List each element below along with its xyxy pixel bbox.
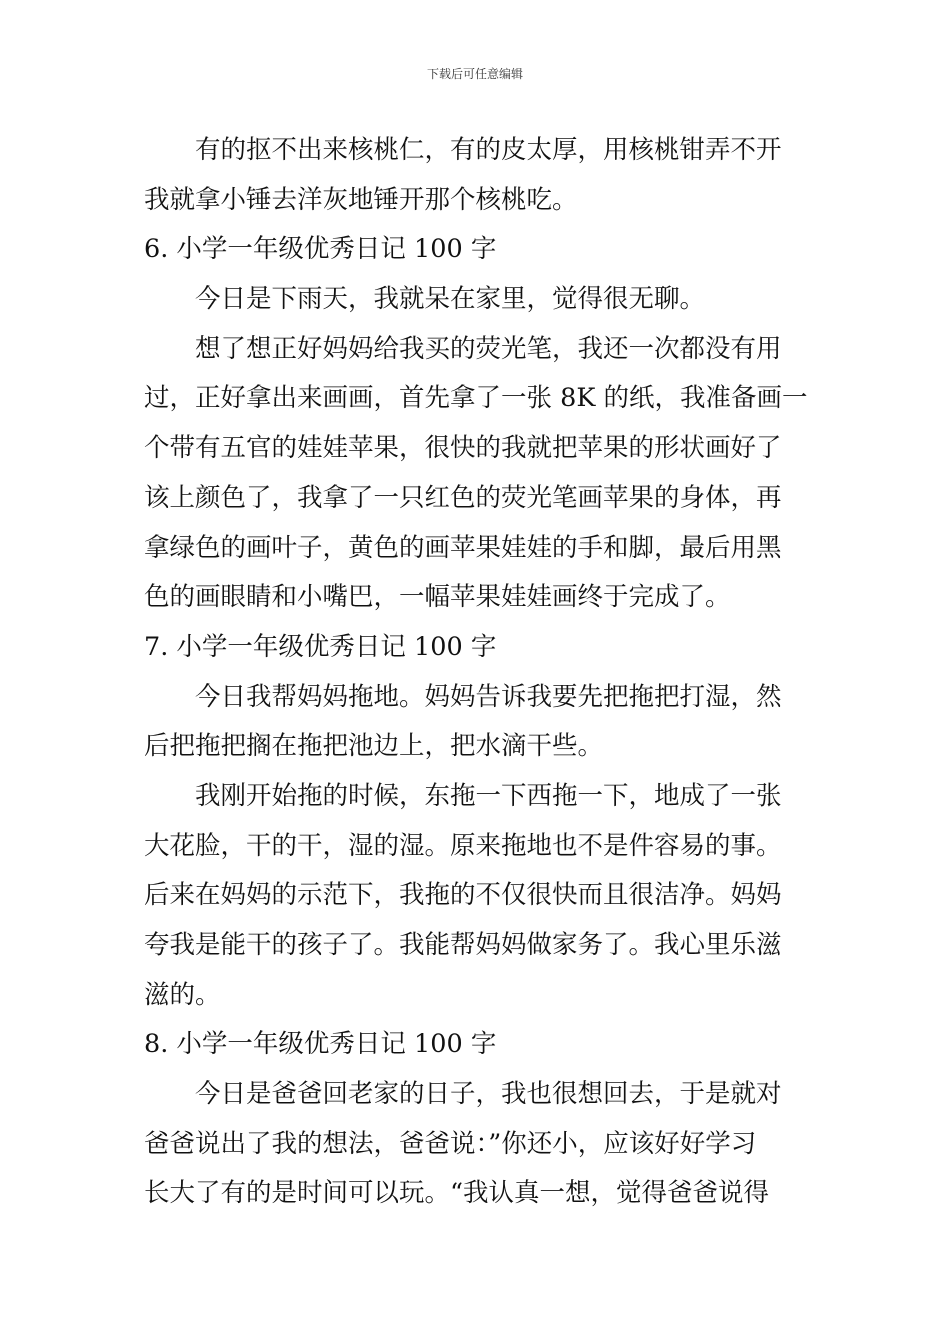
section-heading: 8. 小学一年级优秀日记 100 字 [144,1029,497,1060]
text-line: 后把拖把搁在拖把池边上，把水滴干些。 [144,731,604,762]
text-line: 色的画眼睛和小嘴巴，一幅苹果娃娃画终于完成了。 [144,582,731,613]
section-heading: 6. 小学一年级优秀日记 100 字 [144,234,497,265]
text-line: 想了想正好妈妈给我买的荧光笔，我还一次都没有用 [195,333,782,364]
text-line: 我就拿小锤去洋灰地锤开那个核桃吃。 [144,184,578,215]
section-heading: 7. 小学一年级优秀日记 100 字 [144,631,497,662]
text-line: 拿绿色的画叶子，黄色的画苹果娃娃的手和脚，最后用黑 [144,532,782,563]
text-line: 后来在妈妈的示范下，我拖的不仅很快而且很洁净。妈妈 [144,880,782,911]
text-line: 我刚开始拖的时候，东拖一下西拖一下，地成了一张 [195,780,782,811]
text-line: 滋的。 [144,979,221,1010]
document-body [144,126,812,1219]
text-line: 长大了有的是时间可以玩。“我认真一想，觉得爸爸说得 [144,1178,770,1209]
text-line: 个带有五官的娃娃苹果，很快的我就把苹果的形状画好了 [144,433,782,464]
text-line: 有的抠不出来核桃仁，有的皮太厚，用核桃钳弄不开 [195,135,782,165]
text-line: 今日是爸爸回老家的日子，我也很想回去，于是就对 [195,1079,782,1110]
page-header: 下载后可任意编辑 [426,67,523,81]
text-line: 今日我帮妈妈拖地。妈妈告诉我要先把拖把打湿，然 [195,681,782,712]
text-line: 夸我是能干的孩子了。我能帮妈妈做家务了。我心里乐滋 [144,930,782,960]
text-line: 该上颜色了，我拿了一只红色的荧光笔画苹果的身体，再 [144,482,782,513]
text-line: 大花脸，干的干，湿的湿。原来拖地也不是件容易的事。 [144,830,782,861]
text-line: 爸爸说出了我的想法，爸爸说：”你还小，应该好好学习 [144,1128,757,1159]
text-line: 今日是下雨天，我就呆在家里，觉得很无聊。 [195,284,706,315]
text-line: 过，正好拿出来画画，首先拿了一张 8K 的纸，我准备画一 [144,383,808,414]
